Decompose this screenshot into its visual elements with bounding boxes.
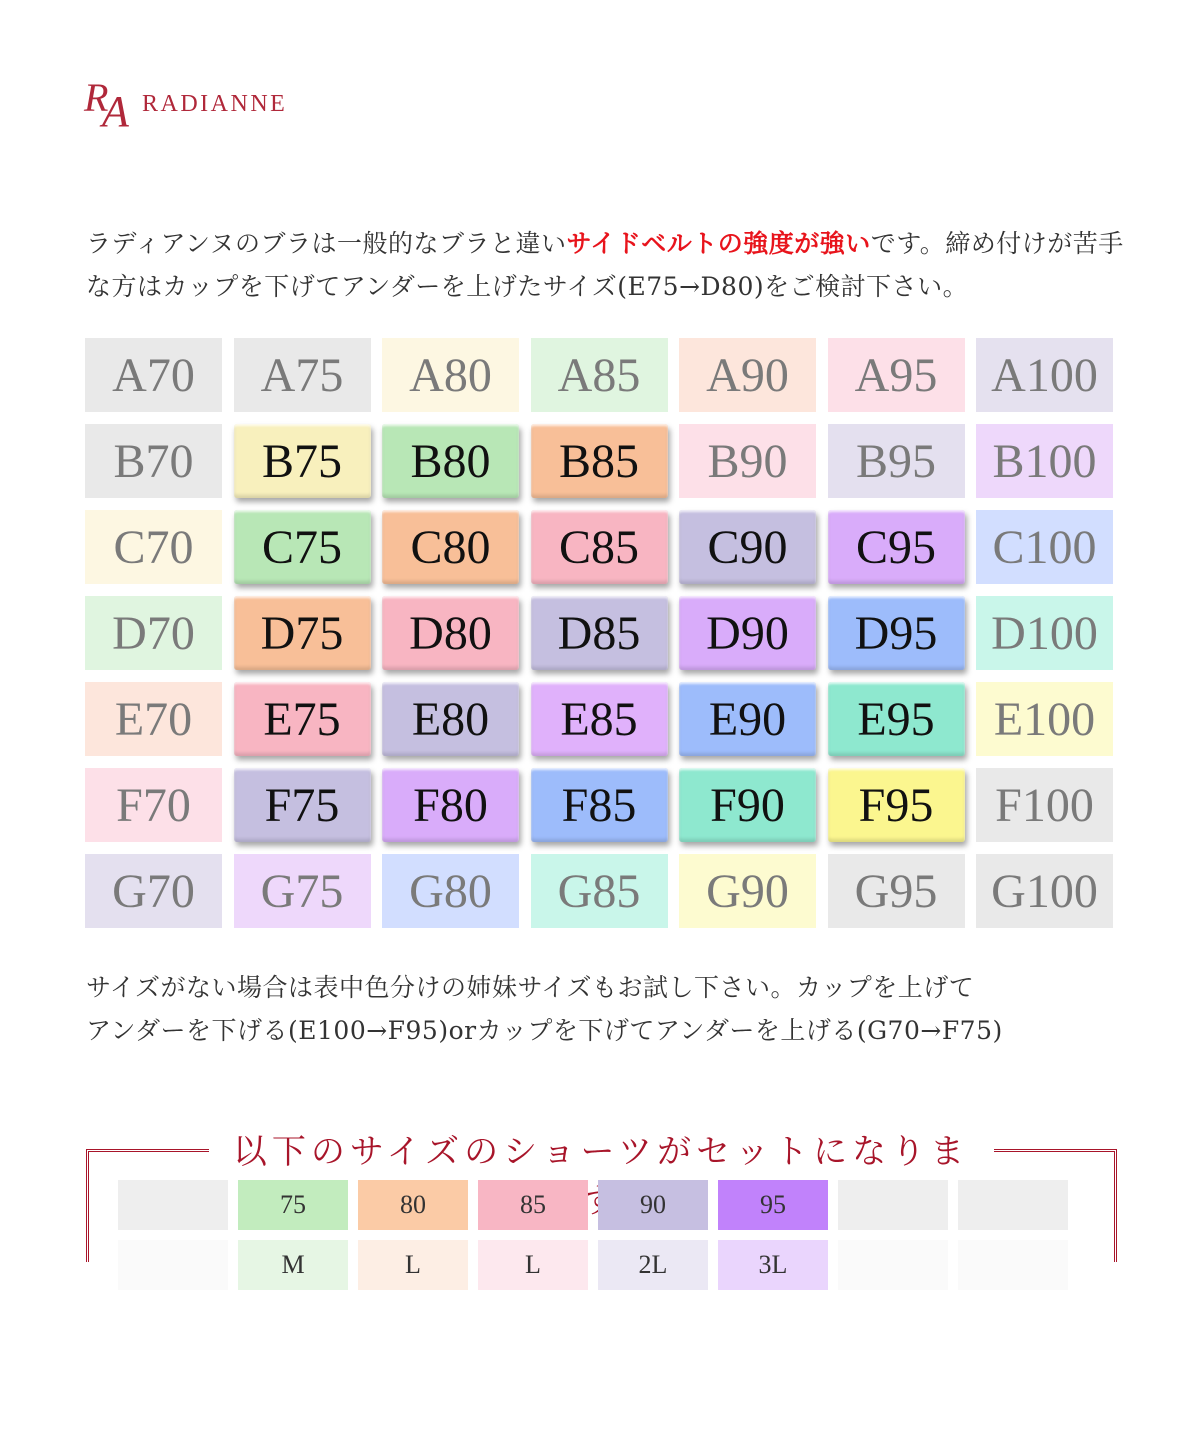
size-cell-c75: C75 <box>234 510 371 584</box>
size-cell-a75: A75 <box>234 338 371 412</box>
shorts-set-title: 以下のサイズのショーツがセットになりま <box>216 1124 986 1222</box>
size-cell-a85: A85 <box>531 338 668 412</box>
size-cell-f75: F75 <box>234 768 371 842</box>
size-cell-f95: F95 <box>828 768 965 842</box>
size-cell-a95: A95 <box>828 338 965 412</box>
size-cell-b85: B85 <box>531 424 668 498</box>
shorts-underband-cell <box>118 1180 228 1230</box>
shorts-size-table <box>118 1180 1068 1290</box>
size-cell-d85: D85 <box>531 596 668 670</box>
size-chart-grid <box>85 338 1113 928</box>
brand-logo <box>84 72 288 136</box>
size-cell-e95: E95 <box>828 682 965 756</box>
size-cell-b80: B80 <box>382 424 519 498</box>
brand-monogram <box>84 72 140 136</box>
size-cell-f85: F85 <box>531 768 668 842</box>
intro-part2: です。締め付けが苦手な方はカップを下げてアンダーを上げたサイズ(E75→D80)をご検討下さい。 <box>86 229 1124 301</box>
size-cell-c80: C80 <box>382 510 519 584</box>
size-cell-c100: C100 <box>976 510 1113 584</box>
size-cell-a90: A90 <box>679 338 816 412</box>
monogram-letter-a: A <box>102 87 129 136</box>
shorts-underband-cell: 80 <box>358 1180 468 1230</box>
size-cell-e90: E90 <box>679 682 816 756</box>
sister-size-note <box>86 966 1126 1052</box>
size-cell-c95: C95 <box>828 510 965 584</box>
size-cell-e70: E70 <box>85 682 222 756</box>
size-cell-d100: D100 <box>976 596 1113 670</box>
shorts-underband-cell <box>838 1180 948 1230</box>
shorts-size-cell: 3L <box>718 1240 828 1290</box>
size-cell-g85: G85 <box>531 854 668 928</box>
size-cell-f80: F80 <box>382 768 519 842</box>
shorts-underband-cell: 75 <box>238 1180 348 1230</box>
intro-emphasis: サイドベルトの強度が強い <box>566 229 871 258</box>
size-cell-d70: D70 <box>85 596 222 670</box>
shorts-underband-cell: 85 <box>478 1180 588 1230</box>
note-line-2: アンダーを下げる(E100→F95)orカップを下げてアンダーを上げる(G70→F75) <box>86 1016 1003 1045</box>
size-cell-e85: E85 <box>531 682 668 756</box>
size-cell-b75: B75 <box>234 424 371 498</box>
size-cell-a70: A70 <box>85 338 222 412</box>
monogram-letter-r: R <box>84 75 109 120</box>
shorts-size-cell <box>118 1240 228 1290</box>
size-cell-e75: E75 <box>234 682 371 756</box>
size-cell-b70: B70 <box>85 424 222 498</box>
shorts-underband-cell: 90 <box>598 1180 708 1230</box>
size-cell-c85: C85 <box>531 510 668 584</box>
size-cell-g100: G100 <box>976 854 1113 928</box>
intro-text <box>86 222 1126 308</box>
size-cell-d90: D90 <box>679 596 816 670</box>
size-cell-c90: C90 <box>679 510 816 584</box>
note-line-1: サイズがない場合は表中色分けの姉妹サイズもお試し下さい。カップを上げて <box>86 973 975 1002</box>
shorts-size-cell <box>838 1240 948 1290</box>
size-cell-f100: F100 <box>976 768 1113 842</box>
size-cell-g80: G80 <box>382 854 519 928</box>
size-cell-b90: B90 <box>679 424 816 498</box>
size-cell-d80: D80 <box>382 596 519 670</box>
size-cell-b100: B100 <box>976 424 1113 498</box>
size-cell-f70: F70 <box>85 768 222 842</box>
size-cell-g75: G75 <box>234 854 371 928</box>
shorts-size-cell: 2L <box>598 1240 708 1290</box>
shorts-size-cell <box>958 1240 1068 1290</box>
size-cell-c70: C70 <box>85 510 222 584</box>
intro-part1: ラディアンヌのブラは一般的なブラと違い <box>86 229 567 258</box>
size-cell-e80: E80 <box>382 682 519 756</box>
shorts-size-cell: M <box>238 1240 348 1290</box>
shorts-underband-cell <box>958 1180 1068 1230</box>
size-cell-e100: E100 <box>976 682 1113 756</box>
shorts-size-cell: L <box>358 1240 468 1290</box>
size-cell-g90: G90 <box>679 854 816 928</box>
size-cell-g95: G95 <box>828 854 965 928</box>
shorts-size-cell: L <box>478 1240 588 1290</box>
size-cell-a100: A100 <box>976 338 1113 412</box>
size-cell-f90: F90 <box>679 768 816 842</box>
size-cell-b95: B95 <box>828 424 965 498</box>
brand-name: RADIANNE <box>142 90 288 117</box>
size-cell-d95: D95 <box>828 596 965 670</box>
size-cell-a80: A80 <box>382 338 519 412</box>
shorts-underband-cell: 95 <box>718 1180 828 1230</box>
size-cell-g70: G70 <box>85 854 222 928</box>
size-cell-d75: D75 <box>234 596 371 670</box>
